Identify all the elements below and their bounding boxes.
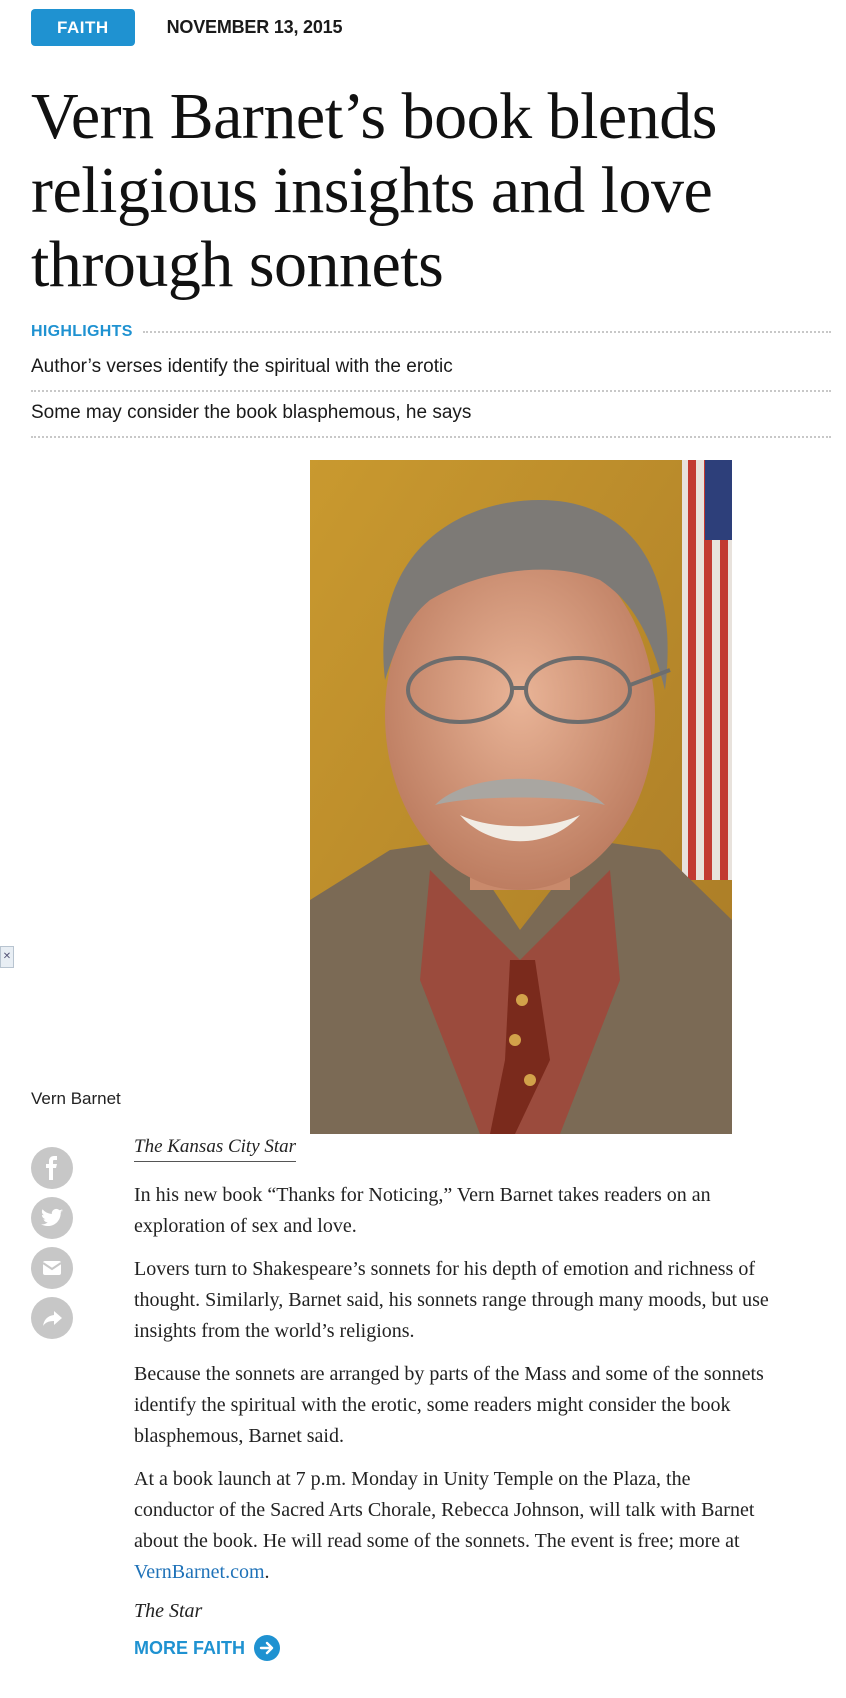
paragraph (134, 1464, 774, 1588)
category-tag[interactable]: FAITH (31, 9, 135, 46)
photo-caption: Vern Barnet (31, 1089, 121, 1108)
paragraph-text: At a book launch at 7 p.m. Monday in Unity Temple on the Plaza, the conductor of the Sacred Arts Chorale, Rebecca Johnson, will talk with Barnet about the book. He will read some of the sonnets. The event is free; more at (134, 1468, 755, 1552)
twitter-icon[interactable] (31, 1197, 73, 1239)
email-icon[interactable] (31, 1247, 73, 1289)
paragraph: In his new book “Thanks for Noticing,” Vern Barnet takes readers on an exploration of sex and love. (134, 1184, 711, 1237)
arrow-right-icon[interactable] (254, 1635, 280, 1661)
portrait-image (310, 460, 732, 1134)
divider (143, 331, 831, 333)
highlights-header (31, 318, 831, 346)
highlight-item: Author’s verses identify the spiritual with the erotic (31, 346, 831, 392)
article-photo[interactable] (310, 460, 732, 1134)
article-body (134, 1136, 774, 1661)
publish-date: NOVEMBER 13, 2015 (166, 17, 343, 37)
byline: The Star (134, 1600, 203, 1622)
vernbarnet-link[interactable]: VernBarnet.com (134, 1561, 265, 1583)
flag-graphic (682, 460, 732, 880)
facebook-icon[interactable] (31, 1147, 73, 1189)
article-header (31, 9, 342, 46)
paragraph-end: . (264, 1561, 270, 1583)
paragraph: Because the sonnets are arranged by parts of the Mass and some of the sonnets identify the spiritual with the erotic, some readers might consider the book blasphemous, Barnet said. (134, 1363, 764, 1447)
paragraph: Lovers turn to Shakespeare’s sonnets for his depth of emotion and richness of thought. Similarly, Barnet said, his sonnets range through many moods, but use insights from the world’s religions. (134, 1258, 769, 1342)
share-icon[interactable] (31, 1297, 73, 1339)
source-credit: The Kansas City Star (134, 1136, 296, 1162)
highlights (31, 318, 831, 438)
broken-image-icon: ✕ (0, 946, 14, 968)
highlight-item: Some may consider the book blasphemous, he says (31, 392, 831, 438)
more-faith-link[interactable] (134, 1635, 774, 1661)
more-faith-label[interactable]: MORE FAITH (134, 1637, 245, 1658)
share-bar (31, 1147, 73, 1347)
highlights-heading: HIGHLIGHTS (31, 323, 133, 340)
headline: Vern Barnet’s book blends religious insights and love through sonnets (31, 80, 717, 301)
